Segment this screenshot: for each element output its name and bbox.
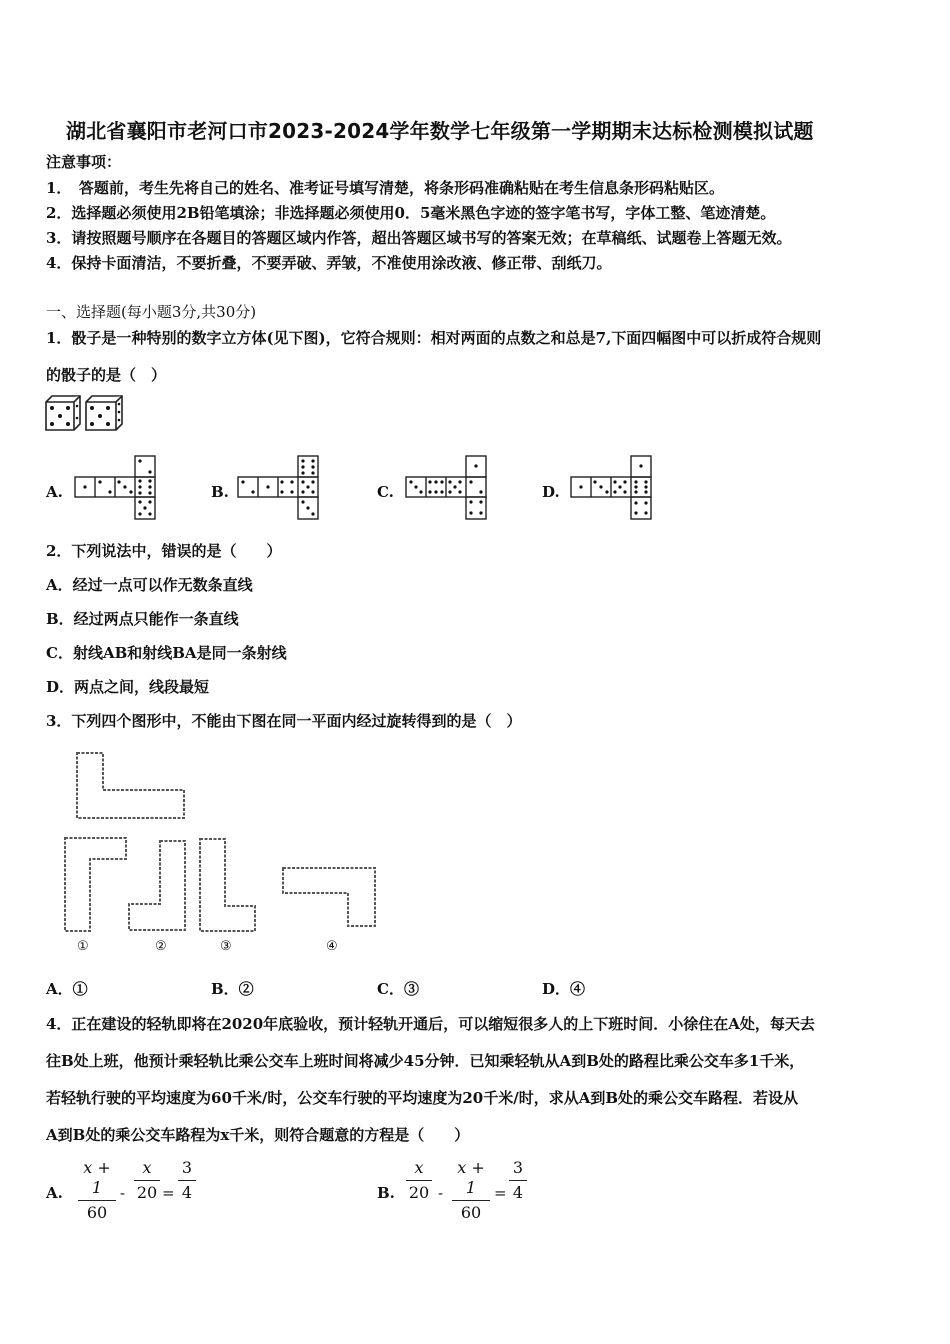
notice-item-1: 1． 答题前，考生先将自己的姓名、准考证号填写清楚，将条形码准确粘贴在考生信息条形码粘贴区。 (46, 179, 724, 197)
q1-option-a-label: A. (46, 483, 63, 501)
q4-stem-line4: A到B处的乘公交车路程为x千米，则符合题意的方程是（ ） (46, 1126, 470, 1144)
q3-figure-label-4: ④ (326, 939, 338, 954)
q4-option-b-fraction-1: x 20 (406, 1158, 432, 1203)
q3-reference-shape (76, 752, 188, 822)
q3-figure-label-1: ① (77, 939, 89, 954)
q4-stem-line1: 4．正在建设的轻轨即将在2020年底验收，预计轻轨开通后，可以缩短很多人的上下班时间．小徐住在A处，每天去 (46, 1015, 815, 1033)
q3-figure-3 (199, 838, 259, 933)
q2-stem: 2．下列说法中，错误的是（ ） (46, 542, 282, 560)
q3-option-a: A．① (46, 980, 88, 998)
q3-figure-2 (128, 840, 188, 932)
q1-stem-line1: 1．骰子是一种特别的数字立方体(见下图)，它符合规则：相对两面的点数之和总是7,下面四幅图中可以折成符合规则 (46, 329, 822, 347)
q3-stem: 3．下列四个图形中，不能由下图在同一平面内经过旋转得到的是（ ） (46, 712, 522, 730)
q4-option-b-fraction-2: x + 1 60 (452, 1158, 490, 1223)
q1-option-c-net (405, 455, 489, 521)
q4-option-a-label: A. (46, 1184, 63, 1202)
q3-figure-1 (64, 837, 128, 933)
q4-stem-line3: 若轻轨行驶的平均速度为60千米/时，公交车行驶的平均速度为20千米/时，求从A到B处的乘公交车路程．若设从 (46, 1089, 799, 1107)
q1-option-d-net (570, 455, 654, 521)
dice-illustration (44, 394, 128, 434)
section-heading: 一、选择题(每小题3分,共30分) (46, 303, 257, 321)
q1-option-c-label: C. (377, 483, 394, 501)
q2-option-d: D．两点之间，线段最短 (46, 678, 210, 696)
q4-option-b-equals: = (494, 1184, 507, 1202)
q1-option-d-label: D. (542, 483, 560, 501)
q1-option-b-net (237, 455, 321, 521)
q4-option-b-fraction-3: 3 4 (509, 1158, 527, 1203)
page-title: 湖北省襄阳市老河口市2023-2024学年数学七年级第一学期期末达标检测模拟试题 (66, 119, 814, 143)
q4-option-b-minus: - (438, 1184, 444, 1202)
q1-option-b-label: B. (211, 483, 229, 501)
q3-option-b: B．② (211, 980, 254, 998)
q4-option-a-fraction-2: x 20 (134, 1158, 160, 1203)
q4-option-a-fraction-1: x + 1 60 (78, 1158, 116, 1223)
q2-option-c: C．射线AB和射线BA是同一条射线 (46, 644, 287, 662)
q2-option-b: B．经过两点只能作一条直线 (46, 610, 239, 628)
q3-option-c: C．③ (377, 980, 419, 998)
q2-option-a: A．经过一点可以作无数条直线 (46, 576, 253, 594)
q4-stem-line2: 往B处上班，他预计乘轻轨比乘公交车上班时间将减少45分钟．已知乘轻轨从A到B处的路程比乘公交车多1千米， (46, 1052, 805, 1070)
q1-stem-line2: 的骰子的是（ ） (46, 366, 167, 384)
q3-option-d: D．④ (542, 980, 586, 998)
notice-item-4: 4．保持卡面清洁，不要折叠，不要弄破、弄皱，不准使用涂改液、修正带、刮纸刀。 (46, 254, 612, 272)
q4-option-a-fraction-3: 3 4 (178, 1158, 196, 1203)
q3-figure-label-2: ② (155, 939, 167, 954)
q1-option-a-net (74, 455, 158, 521)
q4-option-a-equals: = (162, 1184, 175, 1202)
notice-item-2: 2．选择题必须使用2B铅笔填涂；非选择题必须使用0．5毫米黑色字迹的签字笔书写，字体工整、笔迹清楚。 (46, 204, 776, 222)
q3-figure-label-3: ③ (220, 939, 232, 954)
notice-item-3: 3．请按照题号顺序在各题目的答题区域内作答，超出答题区域书写的答案无效；在草稿纸、试题卷上答题无效。 (46, 229, 792, 247)
q4-option-b-label: B. (377, 1184, 395, 1202)
q3-figure-4 (282, 867, 378, 929)
q4-option-a-minus: - (120, 1184, 126, 1202)
notice-heading: 注意事项： (46, 153, 122, 171)
